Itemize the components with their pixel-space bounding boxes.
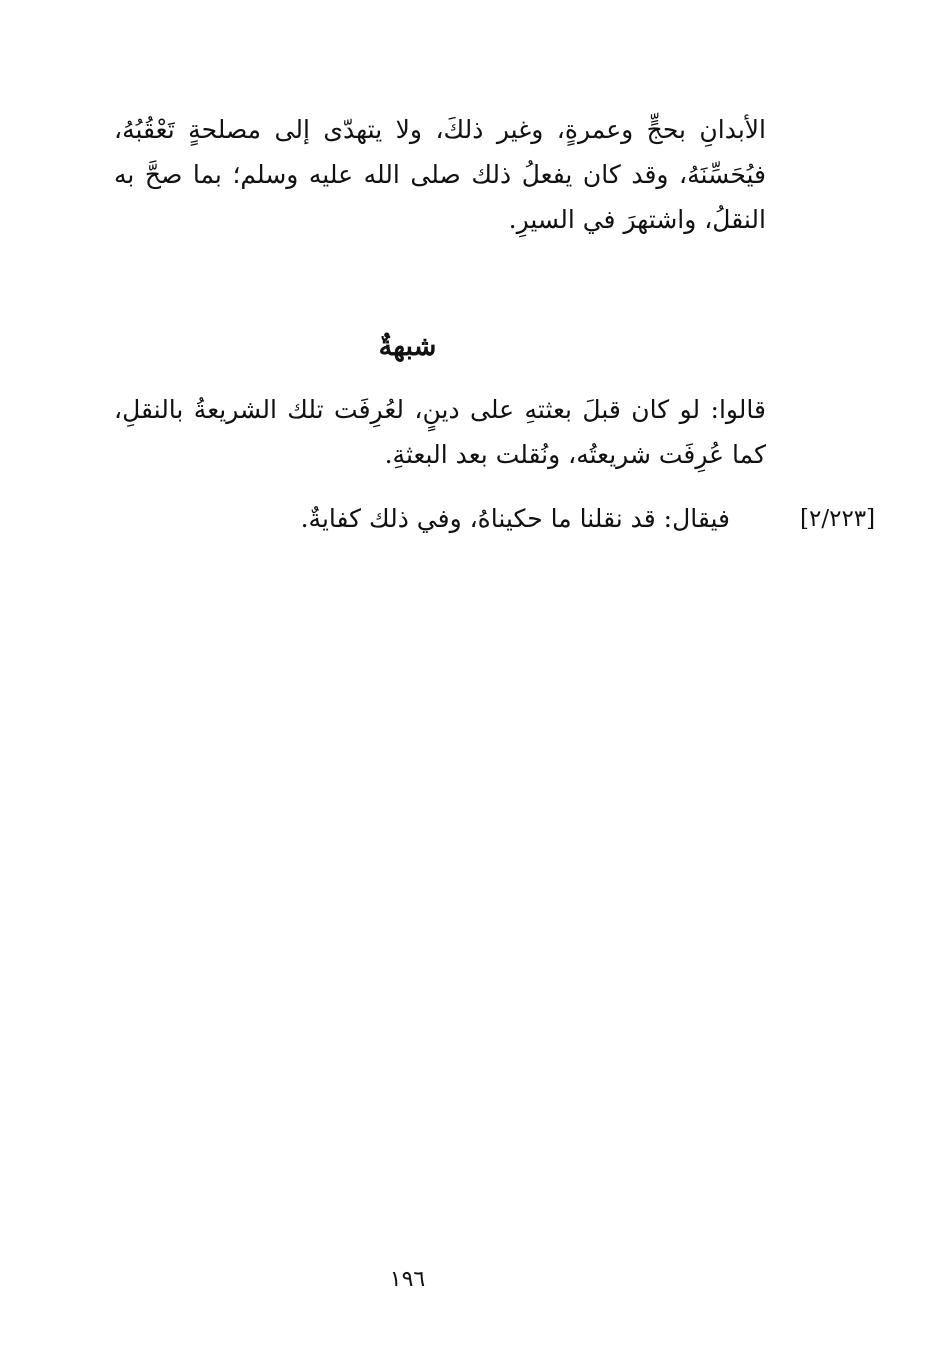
section-heading: شبهةٌ xyxy=(378,331,437,362)
paragraph-2-line-1: قالوا: لو كان قبلَ بعثتهِ على دينٍ، لعُرِفَت تلك الشريعةُ بالنقلِ، xyxy=(114,395,766,424)
paragraph-2-line-2: كما عُرِفَت شريعتُه، ونُقلت بعد البعثةِ. xyxy=(384,440,766,469)
paragraph-1-line-2: فيُحَسِّنَهُ، وقد كان يفعلُ ذلك صلى الله عليه وسلم؛ بما صحَّ به xyxy=(114,160,766,189)
paragraph-1-line-3: النقلُ، واشتهرَ في السيرِ. xyxy=(508,205,766,234)
paragraph-1-line-1: الأبدانِ بحجٍّ وعمرةٍ، وغير ذلكَ، ولا يتهدّى إلى مصلحةٍ تَعْقُبُهُ، xyxy=(114,115,766,144)
page-number: ١٩٦ xyxy=(389,1267,426,1292)
paragraph-3-line-1: فيقال: قد نقلنا ما حكيناهُ، وفي ذلك كفايةٌ. xyxy=(300,504,730,533)
margin-page-reference: [٢/٢٢٣] xyxy=(800,506,876,532)
